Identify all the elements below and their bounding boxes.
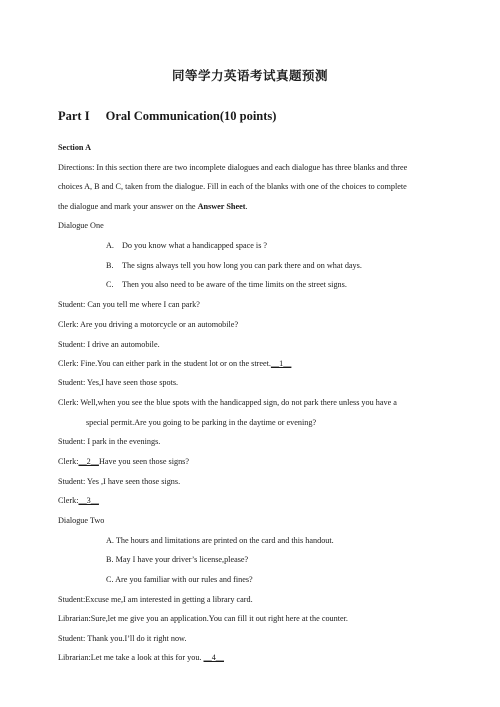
choice-label: B. (106, 555, 114, 564)
line-text: Have you seen those signs? (98, 457, 189, 466)
part-title: Oral Communication(10 points) (105, 109, 277, 123)
dialogue1-line-10 (58, 496, 99, 505)
dialogue1-line-8 (58, 457, 189, 466)
directions-line-1: Directions: In this section there are two incomplete dialogues and each dialogue has three blanks and three (58, 163, 408, 172)
dialogue1-line-4 (58, 359, 291, 368)
dialogue2-choice-a (106, 536, 334, 545)
dialogue1-line-3: Student: I drive an automobile. (58, 340, 160, 349)
dialogue2-line-4 (58, 653, 224, 662)
part-heading (58, 109, 276, 124)
dialogue1-line-6-cont: special permit.Are you going to be parking in the daytime or evening? (86, 418, 317, 427)
blank-1: __1__ (270, 359, 292, 368)
dialogue-two-heading: Dialogue Two (58, 516, 105, 525)
period: . (245, 202, 248, 211)
choice-label: A. (106, 536, 114, 545)
section-heading: Section A (58, 143, 91, 152)
choice-label: A. (106, 241, 114, 250)
part-label: Part I (58, 109, 90, 123)
dialogue1-choice-a (106, 241, 267, 250)
speaker: Clerk: (58, 496, 79, 505)
directions-line-3 (58, 202, 248, 211)
choice-text: Are you familiar with our rules and fines? (115, 575, 253, 584)
choice-label: C. (106, 280, 114, 289)
choice-label: B. (106, 261, 114, 270)
choice-text: Then you also need to be aware of the time limits on the street signs. (122, 280, 347, 289)
dialogue2-line-3: Student: Thank you.I’ll do it right now. (58, 634, 187, 643)
choice-label: C. (106, 575, 114, 584)
answer-sheet-label: Answer Sheet (197, 202, 246, 211)
dialogue2-line-2: Librarian:Sure,let me give you an application.You can fill it out right here at the counter. (58, 614, 348, 623)
directions-text: the dialogue and mark your answer on the (58, 202, 198, 211)
dialogue2-choice-c (106, 575, 253, 584)
dialogue1-line-9: Student: Yes ,I have seen those signs. (58, 477, 181, 486)
dialogue2-line-1: Student:Excuse me,I am interested in getting a library card. (58, 595, 253, 604)
dialogue1-line-6: Clerk: Well,when you see the blue spots with the handicapped sign, do not park there unless you have a (58, 398, 397, 407)
choice-text: Do you know what a handicapped space is ? (122, 241, 268, 250)
choice-text: May I have your driver’s license,please? (115, 555, 249, 564)
document-title: 同等学力英语考试真题预测 (171, 68, 328, 83)
directions-line-2: choices A, B and C, taken from the dialogue. Fill in each of the blanks with one of the choices to complete (58, 182, 407, 191)
dialogue-one-heading: Dialogue One (58, 221, 104, 230)
blank-2: __2__ (78, 457, 99, 466)
speaker: Clerk: (58, 457, 79, 466)
blank-4: __4__ (203, 653, 224, 662)
choice-text: The signs always tell you how long you can park there and on what days. (122, 261, 362, 270)
dialogue2-choice-b (106, 555, 248, 564)
dialogue1-line-1: Student: Can you tell me where I can park? (58, 300, 200, 309)
line-text: Librarian:Let me take a look at this for you. (58, 653, 202, 662)
dialogue1-line-2: Clerk: Are you driving a motorcycle or an automobile? (58, 320, 239, 329)
dialogue1-choice-b (106, 261, 362, 270)
blank-3: __3__ (78, 496, 99, 505)
dialogue1-choice-c (106, 280, 347, 289)
dialogue1-line-7: Student: I park in the evenings. (58, 437, 161, 446)
line-text: Clerk: Fine.You can either park in the student lot or on the street. (58, 359, 271, 368)
choice-text: The hours and limitations are printed on the card and this handout. (115, 536, 334, 545)
dialogue1-line-5: Student: Yes,I have seen those spots. (58, 378, 179, 387)
